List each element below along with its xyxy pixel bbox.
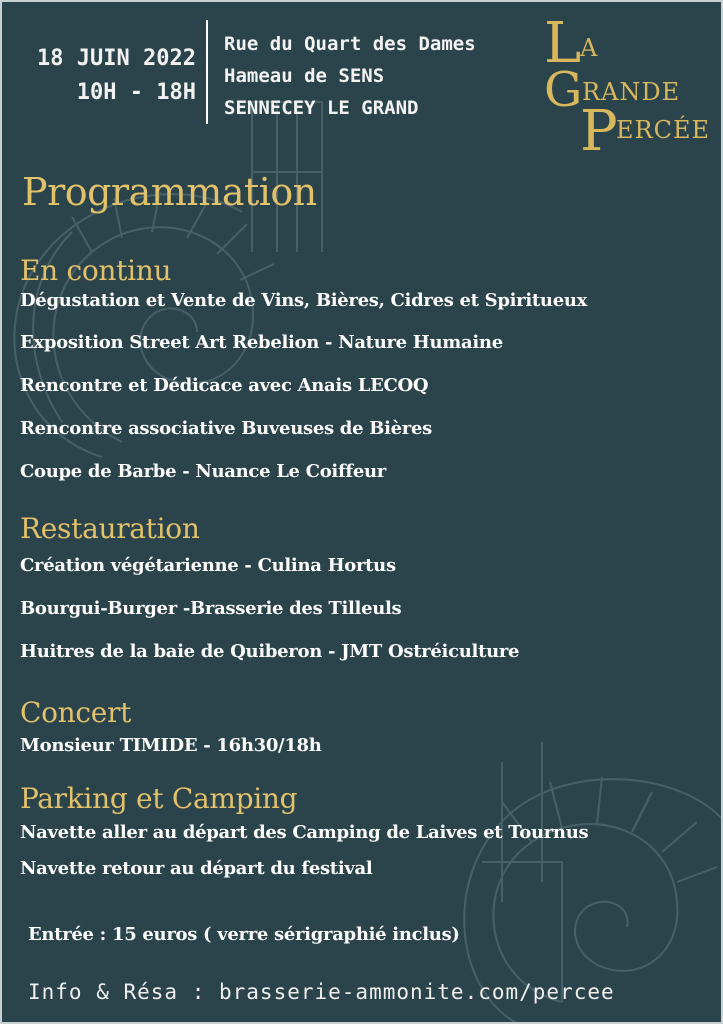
list-item: Bourgui-Burger -Brasserie des Tilleuls [20, 598, 402, 619]
event-address [224, 28, 476, 124]
la-grande-percee-logo: L A G RANDE P ERCÉE [544, 11, 710, 164]
info-booking: Info & Résa : brasserie-ammonite.com/percee [28, 980, 615, 1004]
list-item: Création végétarienne - Culina Hortus [20, 555, 396, 576]
section-title-parking-camping: Parking et Camping [20, 782, 298, 815]
address-line: Hameau de SENS [224, 65, 385, 87]
section-title-en-continu: En continu [20, 254, 172, 287]
list-item: Rencontre associative Buveuses de Bières [20, 418, 432, 439]
entry-price: Entrée : 15 euros ( verre sérigraphié inclus) [28, 924, 460, 945]
header-divider [206, 20, 208, 124]
section-title-concert: Concert [20, 696, 132, 729]
event-hours: 10H - 18H [76, 80, 196, 105]
event-date: 18 JUIN 2022 [37, 46, 196, 71]
programme-title: Programmation [22, 170, 317, 214]
list-item: Dégustation et Vente de Vins, Bières, Cidres et Spiritueux [20, 290, 588, 311]
list-item: Rencontre et Dédicace avec Anais LECOQ [20, 375, 429, 396]
address-line: SENNECEY LE GRAND [224, 97, 419, 119]
section-title-restauration: Restauration [20, 512, 200, 545]
list-item: Huitres de la baie de Quiberon - JMT Ostréiculture [20, 641, 520, 662]
event-date-block [26, 42, 196, 110]
list-item: Coupe de Barbe - Nuance Le Coiffeur [20, 461, 386, 482]
list-item: Navette retour au départ du festival [20, 858, 373, 879]
list-item: Navette aller au départ des Camping de Laives et Tournus [20, 822, 589, 843]
list-item: Exposition Street Art Rebelion - Nature Humaine [20, 332, 503, 353]
address-line: Rue du Quart des Dames [224, 33, 476, 55]
list-item: Monsieur TIMIDE - 16h30/18h [20, 735, 322, 756]
